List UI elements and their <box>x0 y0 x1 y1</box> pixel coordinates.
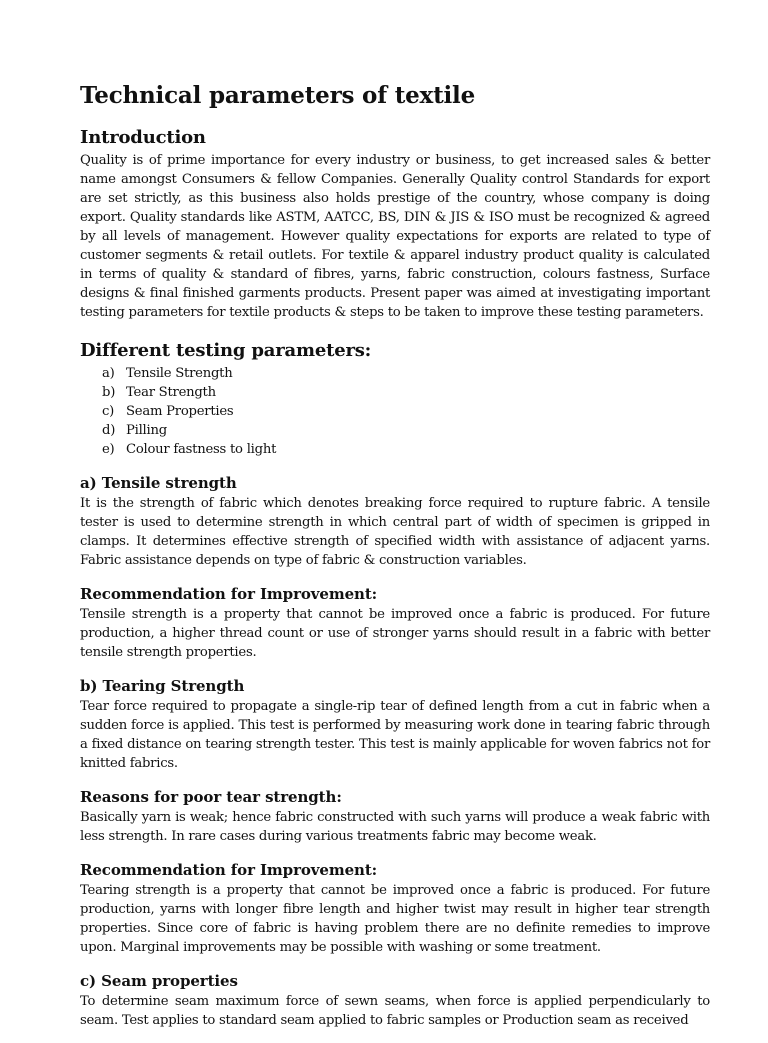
list-marker: b) <box>102 385 116 400</box>
poor-tear-reasons-body: Basically yarn is weak; hence fabric constructed with such yarns will produce a weak fabric with less strength. In rare cases during various treatments fabric may become weak. <box>80 810 710 844</box>
tensile-strength-body: It is the strength of fabric which denotes breaking force required to rupture fabric. A tensile tester is used to determine strength in which central part of width of specimen is gripped in clamps. It determines effective strength of specified width with assistance of adjacent yarns. Fabric assistance depends on type of fabric & construction variables. <box>80 496 710 568</box>
tearing-strength-section <box>80 675 710 773</box>
list-item-label: Tear Strength <box>126 385 216 400</box>
introduction-heading: Introduction <box>80 127 206 148</box>
list-item-label: Pilling <box>126 423 167 438</box>
tear-recommendation-heading: Recommendation for Improvement: <box>80 861 378 879</box>
document-page <box>80 80 710 1043</box>
seam-properties-section <box>80 970 710 1030</box>
list-item <box>102 383 710 402</box>
poor-tear-reasons-section <box>80 786 710 846</box>
document-title: Technical parameters of textile <box>80 82 475 109</box>
seam-properties-heading: c) Seam properties <box>80 972 238 990</box>
tensile-recommendation-body: Tensile strength is a property that cannot be improved once a fabric is produced. For future production, a higher thread count or use of stronger yarns should result in a fabric with better tensile strength properties. <box>80 607 710 660</box>
list-marker: c) <box>102 404 115 419</box>
tearing-strength-heading: b) Tearing Strength <box>80 677 245 695</box>
tensile-strength-heading: a) Tensile strength <box>80 474 237 492</box>
tear-recommendation-section <box>80 859 710 957</box>
list-item <box>102 421 710 440</box>
introduction-body: Quality is of prime importance for every industry or business, to get increased sales & better name amongst Consumers & fellow Companies. Generally Quality control Standards for export are set strictly, as this business also holds prestige of the country, whose company is doing export. Quality standards like ASTM, AATCC, BS, DIN & JIS & ISO must be recognized & agreed by all levels of management. However quality expectations for exports are related to type of customer segments & retail outlets. For textile & apparel industry product quality is calculated in terms of quality & standard of fibres, yarns, fabric construction, colours fastness, Surface designs & final finished garments products. Present paper was aimed at investigating important testing parameters for textile products & steps to be taken to improve these testing parameters. <box>80 153 710 320</box>
testing-parameters-heading: Different testing parameters: <box>80 340 372 361</box>
tensile-strength-section <box>80 472 710 570</box>
list-item <box>102 440 710 459</box>
list-marker: a) <box>102 366 115 381</box>
tensile-recommendation-section <box>80 583 710 662</box>
tensile-recommendation-heading: Recommendation for Improvement: <box>80 585 378 603</box>
list-item-label: Tensile Strength <box>126 366 233 381</box>
list-marker: e) <box>102 442 115 457</box>
list-item-label: Colour fastness to light <box>126 442 277 457</box>
tearing-strength-body: Tear force required to propagate a single-rip tear of defined length from a cut in fabric when a sudden force is applied. This test is performed by measuring work done in tearing fabric through a fixed distance on tearing strength tester. This test is mainly applicable for woven fabrics not for knitted fabrics. <box>80 699 710 771</box>
seam-properties-body: To determine seam maximum force of sewn seams, when force is applied perpendicularly to seam. Test applies to standard seam applied to fabric samples or Production seam as received <box>80 994 710 1028</box>
tear-recommendation-body: Tearing strength is a property that cannot be improved once a fabric is produced. For future production, yarns with longer fibre length and higher twist may result in higher tear strength properties. Since core of fabric is having problem there are no definite remedies to improve upon. Marginal improvements may be possible with washing or some treatment. <box>80 883 710 955</box>
testing-parameters-list <box>80 364 710 459</box>
introduction-section <box>80 125 710 322</box>
poor-tear-reasons-heading: Reasons for poor tear strength: <box>80 788 342 806</box>
list-item-label: Seam Properties <box>126 404 234 419</box>
list-marker: d) <box>102 423 116 438</box>
testing-parameters-section <box>80 338 710 459</box>
list-item <box>102 364 710 383</box>
list-item <box>102 402 710 421</box>
